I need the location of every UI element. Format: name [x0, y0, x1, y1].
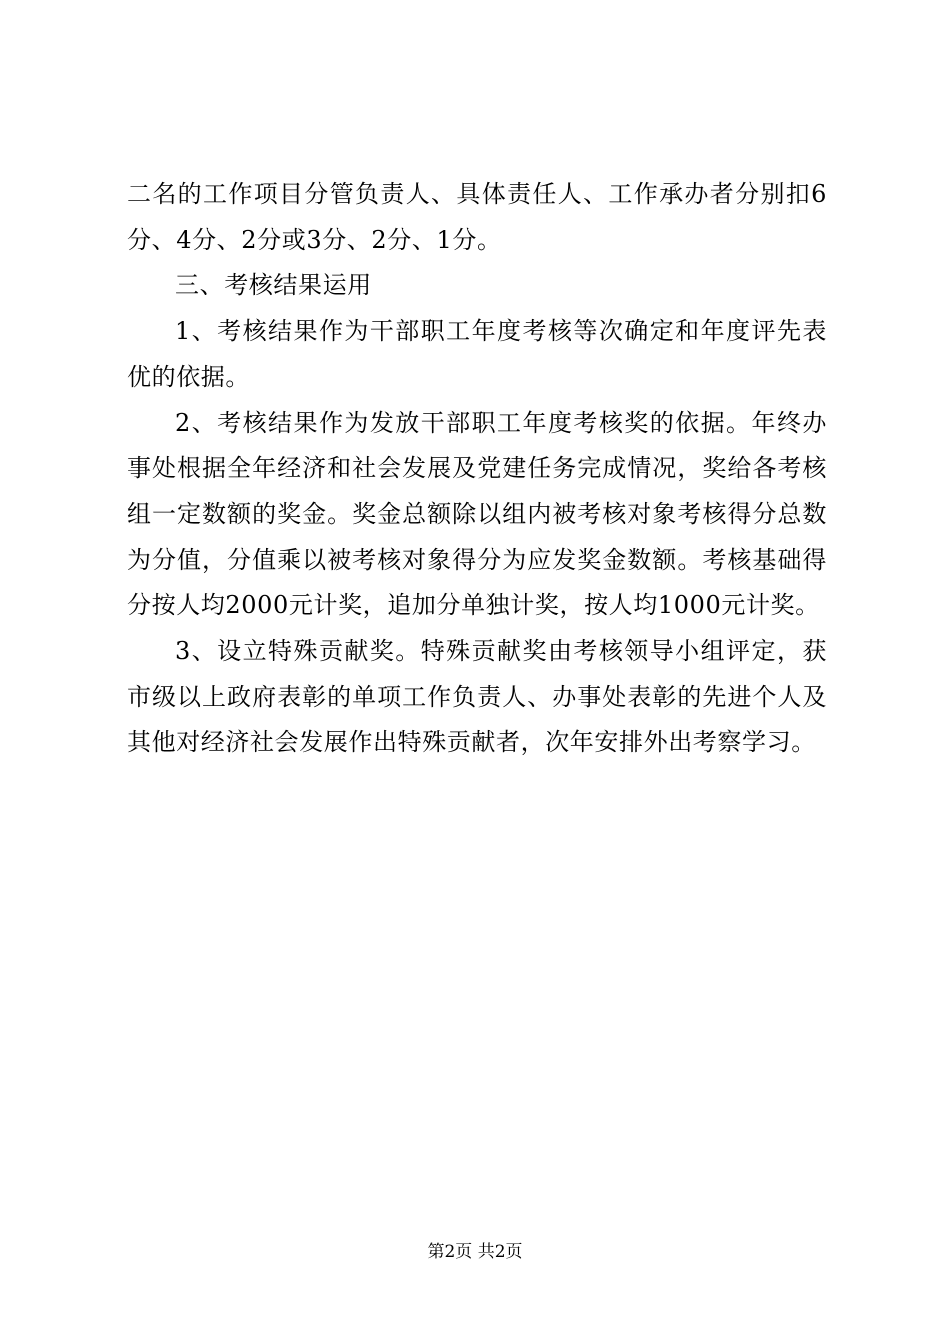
paragraph-item-1: 1、考核结果作为干部职工年度考核等次确定和年度评先表优的依据。	[127, 317, 827, 391]
document-body	[127, 172, 827, 766]
paragraph-item-3: 3、设立特殊贡献奖。特殊贡献奖由考核领导小组评定，获市级以上政府表彰的单项工作负责人、办事处表彰的先进个人及其他对经济社会发展作出特殊贡献者，次年安排外出考察学习。	[127, 637, 827, 757]
page-footer: 第2页 共2页	[427, 1242, 523, 1262]
paragraph-continuation: 二名的工作项目分管负责人、具体责任人、工作承办者分别扣6分、4分、2分或3分、2分、1分。	[127, 180, 827, 254]
paragraph-item-2: 2、考核结果作为发放干部职工年度考核奖的依据。年终办事处根据全年经济和社会发展及党建任务完成情况，奖给各考核组一定数额的奖金。奖金总额除以组内被考核对象考核得分总数为分值，分值乘以被考核对象得分为应发奖金数额。考核基础得分按人均2000元计奖，追加分单独计奖，按人均1000元计奖。	[127, 408, 827, 620]
section-heading: 三、考核结果运用	[175, 271, 372, 300]
